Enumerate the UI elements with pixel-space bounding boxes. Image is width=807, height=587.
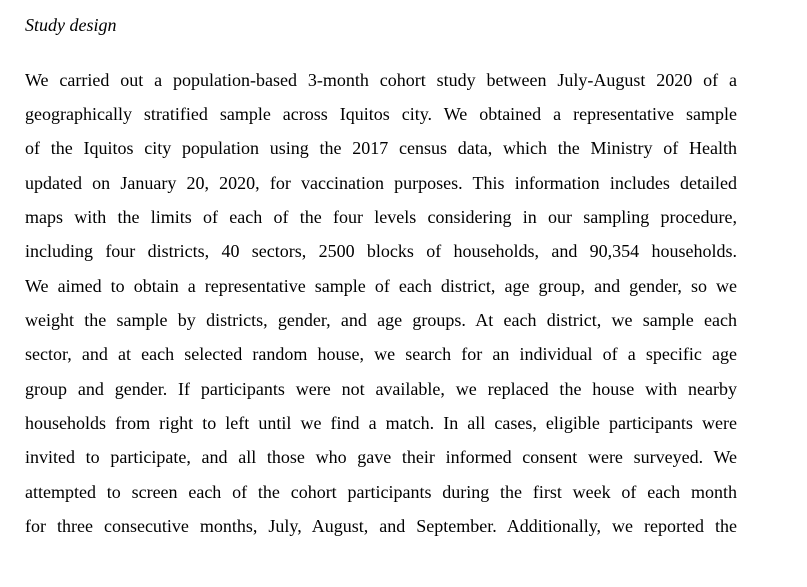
paragraph-line: We carried out a population-based 3-month cohort study between July-August 2020 of a bbox=[25, 70, 737, 90]
paragraph-line: We aimed to obtain a representative sample of each district, age group, and gender, so we bbox=[25, 276, 737, 296]
paragraph-line: weight the sample by districts, gender, and age groups. At each district, we sample each bbox=[25, 310, 737, 330]
paragraph-line: of the Iquitos city population using the 2017 census data, which the Ministry of Health bbox=[25, 138, 737, 158]
paragraph-line: attempted to screen each of the cohort participants during the first week of each month bbox=[25, 482, 737, 502]
paragraph-line: including four districts, 40 sectors, 2500 blocks of households, and 90,354 households. bbox=[25, 241, 737, 261]
paragraph-line: updated on January 20, 2020, for vaccination purposes. This information includes detailed bbox=[25, 173, 737, 193]
paragraph-line: invited to participate, and all those who gave their informed consent were surveyed. We bbox=[25, 447, 737, 467]
paragraph-line: geographically stratified sample across Iquitos city. We obtained a representative sample bbox=[25, 104, 737, 124]
paragraph-line: sector, and at each selected random house, we search for an individual of a specific age bbox=[25, 344, 737, 364]
paragraph-line: maps with the limits of each of the four levels considering in our sampling procedure, bbox=[25, 207, 737, 227]
paragraph-line: households from right to left until we find a match. In all cases, eligible participants were bbox=[25, 413, 737, 433]
paragraph-line: for three consecutive months, July, August, and September. Additionally, we reported the bbox=[25, 516, 737, 536]
section-heading: Study design bbox=[25, 15, 117, 35]
paragraph-line: group and gender. If participants were not available, we replaced the house with nearby bbox=[25, 379, 737, 399]
